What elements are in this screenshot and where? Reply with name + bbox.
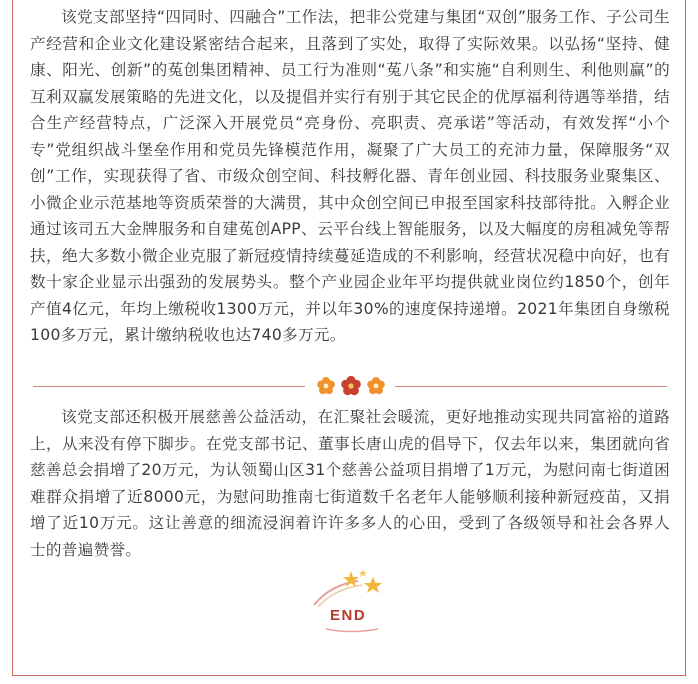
divider-line-left [33,386,305,387]
paragraph-text: 该党支部还积极开展慈善公益活动，在汇聚社会暖流，更好地推动实现共同富裕的道路上，从来没有停下脚步。在党支部书记、董事长唐山虎的倡导下，仅去年以来，集团就向省慈善总会捐增了20万元，为认领蜀山区31个慈善公益项目捐增了1万元，为慰问南七街道困难群众捐增了近8000元，为慰问助推南七街道数千名老年人能够顺利接种新冠疫苗，又捐增了近10万元。这让善意的细流浸润着许许多多人的心田，受到了各级领导和社会各界人士的普遍赞誉。 [30,408,670,559]
divider-line-right [395,386,667,387]
end-underline [308,625,394,635]
paragraph-text: 该党支部坚持“四同时、四融合”工作法，把非公党建与集团“双创”服务工作、子公司生产经营和企业文化建设紧密结合起来，且落到了实处，取得了实际效果。以弘扬“坚持、健康、阳光、创新”的菟创集团精神、员工行为准则“菟八条”和实施“自利则生、利他则赢”的互利双赢发展策略的先进文化，以及提倡并实行有别于其它民企的优厚福利待遇等举措，结合生产经营特点，广泛深入开展党员“亮身份、亮职责、亮承诺”等活动，有效发挥“小个专”党组织战斗堡垒作用和党员先锋模范作用，凝聚了广大员工的充沛力量，保障服务“双创”工作，实现获得了省、市级众创空间、科技孵化器、青年创业园、科技服务业聚集区、小微企业示范基地等资质荣誉的大满贯，其中众创空间已申报至国家科技部待批。入孵企业通过该司五大金牌服务和自建菟创APP、云平台线上智能服务，以及大幅度的房租减免等帮扶，绝大多数小微企业克服了新冠疫情持续蔓延造成的不利影响，经营状况稳中向好，也有数十家企业显示出强劲的发展势头。整个产业园企业年平均提供就业岗位约1850个，创年产值4亿元，年均上缴税收1300万元，并以年30%的速度保持递增。2021年集团自身缴税100多万元，累计缴纳税收也达740多万元。 [30,8,670,344]
section-divider [33,377,667,397]
end-mark [308,569,394,633]
shooting-star-icon [308,569,394,609]
flower-divider-icon [314,374,388,398]
article-paragraph [30,404,670,563]
end-label: END [330,607,367,624]
article-paragraph [30,4,670,349]
